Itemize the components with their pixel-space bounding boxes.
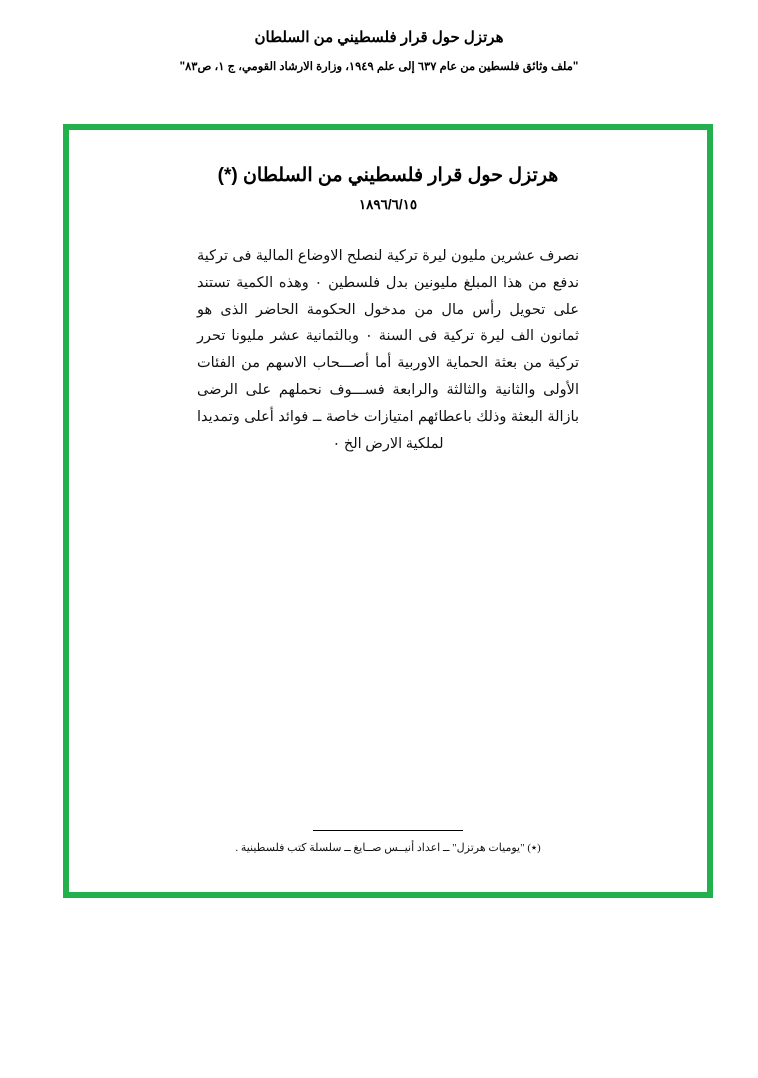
footnote-section [69, 830, 707, 854]
scanned-document-frame [63, 124, 713, 898]
scan-title: هرتزل حول قرار فلسطيني من السلطان (*) [217, 165, 559, 186]
document-header [0, 0, 758, 74]
scan-date: ١٨٩٦/٦/١٥ [358, 197, 418, 212]
page-title: هرتزل حول قرار فلسطيني من السلطان [254, 29, 504, 46]
footnote-text: (٭) "يوميات هرتزل" ــ اعداد أنيــس صــايغ ــ سلسلة كتب فلسطينية . [235, 842, 541, 854]
footnote-divider [313, 830, 463, 831]
scanned-document-content [69, 130, 707, 892]
page-source-citation: "ملف وثائق فلسطين من عام ٦٣٧ إلى علم ١٩٤٩، وزارة الارشاد القومي، ج ١، ص٨٣" [179, 60, 579, 73]
scan-body-paragraph: نصرف عشرين مليون ليرة تركية لنصلح الاوضاع المالية فى تركية ندفع من هذا المبلغ مليونين بدل فلسطين ٠ وهذه الكمية تستند على تحويل رأس مال من مدخول الحكومة الحاضر الذى هو ثمانون الف ليرة تركية فى السنة ٠ وبالثمانية عشر مليونا تحرر تركية من بعثة الحماية الاوربية أما أصـــحاب الاسهم من الفئات الأولى والثانية والثالثة والرابعة فســـوف نحملهم على الرضى بازالة البعثة وذلك باعطائهم امتيازات خاصة ــ فوائد أعلى وتمديدا لملكية الارض الخ ٠ [197, 248, 580, 452]
